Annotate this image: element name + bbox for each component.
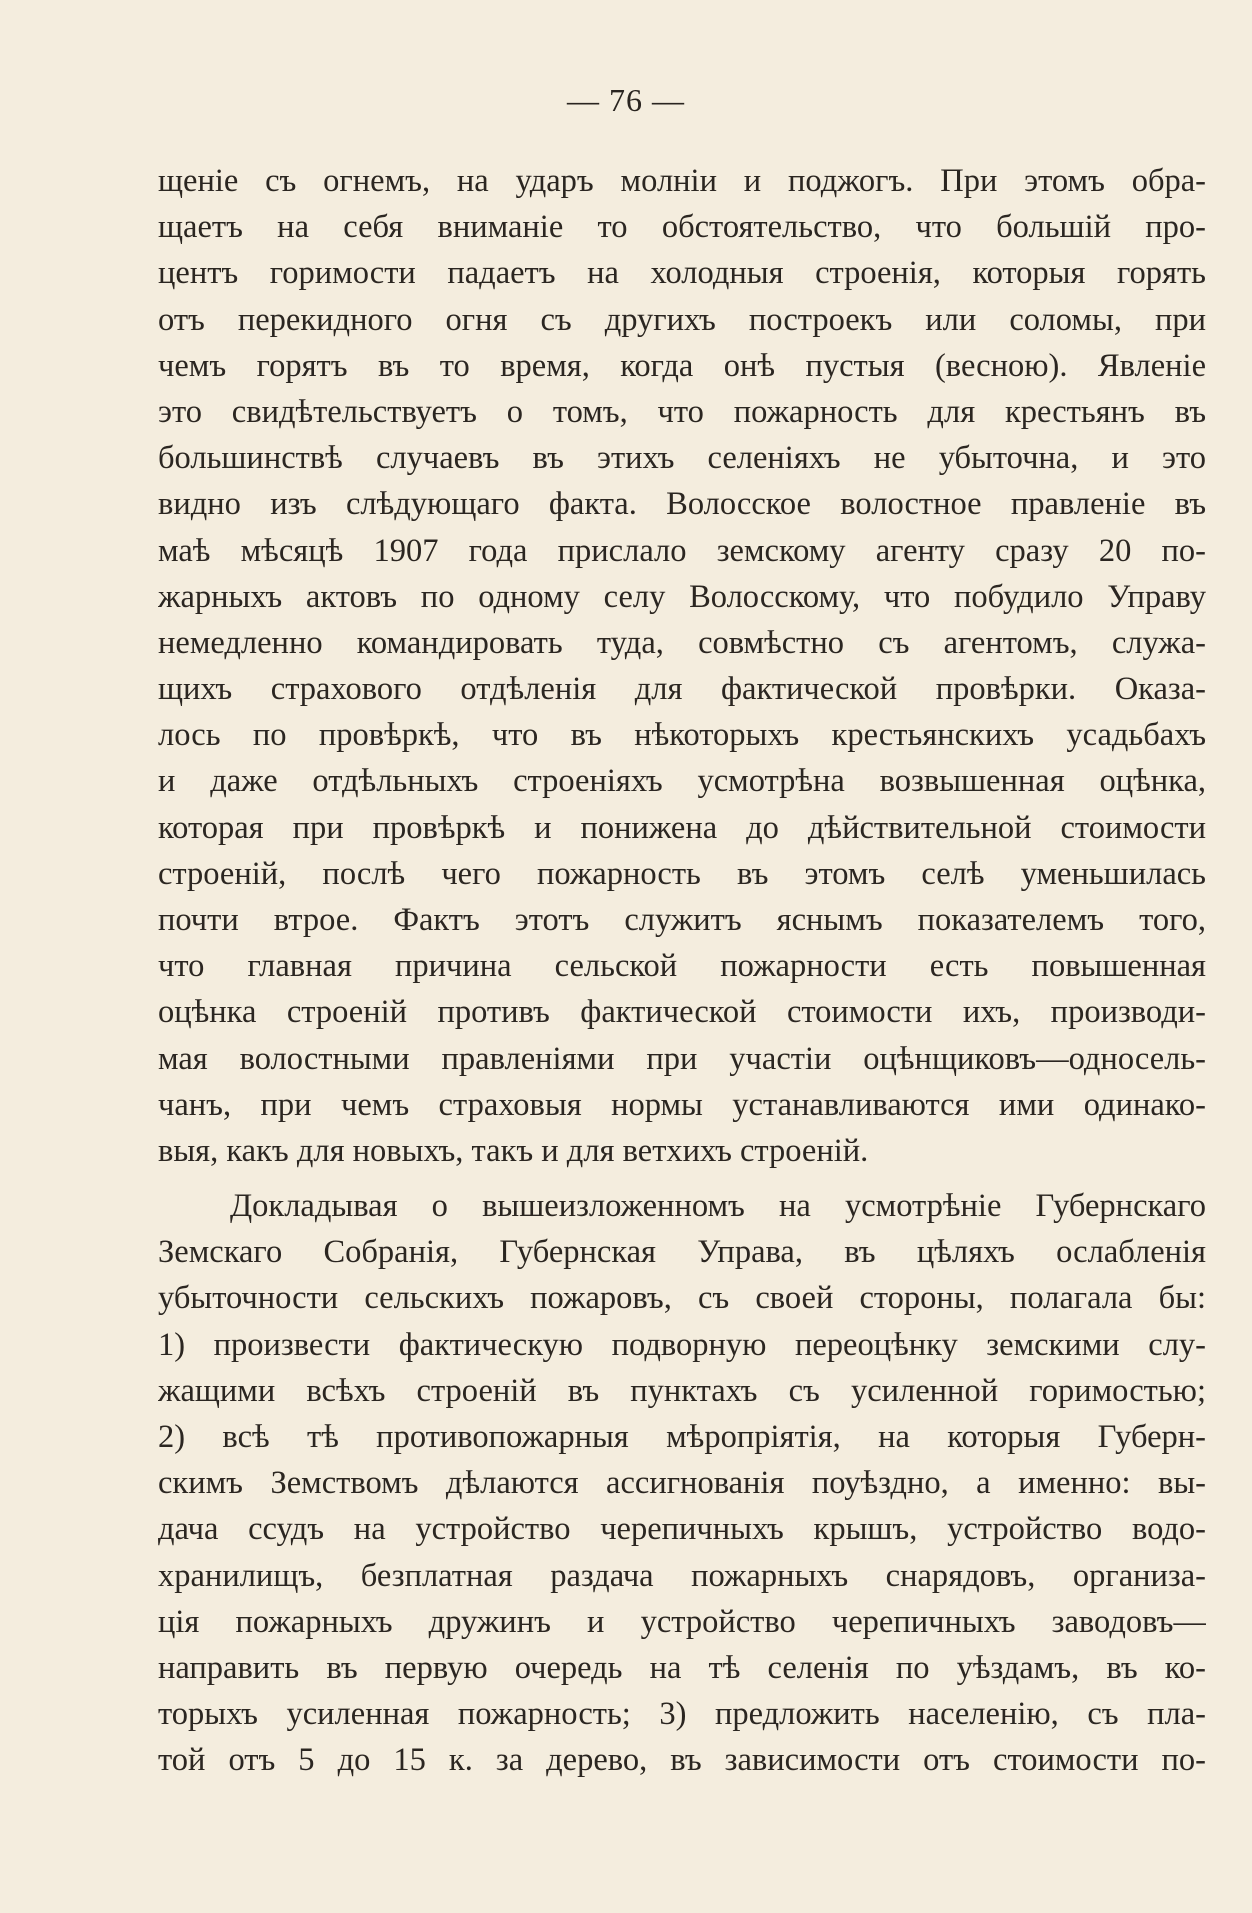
text-line: 2) всѣ тѣ противопожарныя мѣропріятія, на которыя Губерн- (158, 1418, 1206, 1455)
paragraph-1 (158, 158, 1206, 1174)
text-line: торыхъ усиленная пожарность; 3) предложить населенію, съ пла- (158, 1696, 1206, 1733)
text-line: жарныхъ актовъ по одному селу Волосскому, что побудило Управу (158, 578, 1206, 615)
text-line: жащими всѣхъ строеній въ пунктахъ съ усиленной горимостью; (158, 1372, 1206, 1409)
text-line: дача ссудъ на устройство черепичныхъ крышъ, устройство водо- (158, 1511, 1206, 1548)
text-line: большинствѣ случаевъ въ этихъ селеніяхъ не убыточна, и это (158, 440, 1206, 477)
text-line: немедленно командировать туда, совмѣстно съ агентомъ, служа- (158, 624, 1206, 661)
text-line: Земскаго Собранія, Губернская Управа, въ цѣляхъ ослабленія (158, 1234, 1206, 1271)
text-line: чанъ, при чемъ страховыя нормы устанавливаются ими одинако- (158, 1086, 1206, 1123)
text-line: и даже отдѣльныхъ строеніяхъ усмотрѣна возвышенная оцѣнка, (158, 763, 1206, 800)
text-line: почти втрое. Фактъ этотъ служитъ яснымъ показателемъ того, (158, 902, 1206, 938)
text-line: отъ перекидного огня съ другихъ построекъ или соломы, при (158, 301, 1206, 338)
text-line: это свидѣтельствуетъ о томъ, что пожарность для крестьянъ въ (158, 393, 1206, 430)
text-line: Докладывая о вышеизложенномъ на усмотрѣніе Губернскаго (230, 1188, 1206, 1224)
text-line: маѣ мѣсяцѣ 1907 года прислало земскому агенту сразу 20 по- (158, 532, 1206, 569)
text-line: видно изъ слѣдующаго факта. Волосское волостное правленіе въ (158, 486, 1206, 523)
text-line: выя, какъ для новыхъ, такъ и для ветхихъ строеній. (158, 1132, 869, 1169)
text-line: которая при провѣркѣ и понижена до дѣйствительной стоимости (158, 809, 1206, 846)
text-line: направить въ первую очередь на тѣ селенія по уѣздамъ, въ ко- (158, 1649, 1206, 1686)
text-line: скимъ Земствомъ дѣлаются ассигнованія поуѣздно, а именно: вы- (158, 1465, 1206, 1502)
text-line: строеній, послѣ чего пожарность въ этомъ селѣ уменьшилась (158, 855, 1206, 892)
paragraph-2 (158, 1183, 1206, 1783)
text-line: центъ горимости падаетъ на холодныя строенія, которыя горять (158, 255, 1206, 292)
text-line: щеніе съ огнемъ, на ударъ молніи и поджогъ. При этомъ обра- (158, 163, 1206, 199)
text-line: лось по провѣркѣ, что въ нѣкоторыхъ крестьянскихъ усадьбахъ (158, 717, 1206, 754)
page-number: — 76 — (567, 82, 685, 118)
text-line: убыточности сельскихъ пожаровъ, съ своей стороны, полагала бы: (158, 1280, 1206, 1317)
text-line: хранилищъ, безплатная раздача пожарныхъ снарядовъ, организа- (158, 1557, 1206, 1594)
text-line: щаетъ на себя вниманіе то обстоятельство, что большій про- (158, 209, 1206, 246)
text-line: ція пожарныхъ дружинъ и устройство черепичныхъ заводовъ— (158, 1603, 1206, 1640)
text-line: что главная причина сельской пожарности есть повышенная (158, 948, 1206, 985)
text-line: оцѣнка строеній противъ фактической стоимости ихъ, производи- (158, 994, 1206, 1031)
text-line: той отъ 5 до 15 к. за дерево, въ зависимости отъ стоимости по- (158, 1742, 1206, 1779)
text-line: мая волостными правленіями при участіи оцѣнщиковъ—односель- (158, 1040, 1206, 1077)
text-line: щихъ страхового отдѣленія для фактической провѣрки. Оказа- (158, 671, 1206, 708)
text-line: чемъ горятъ въ то время, когда онѣ пустыя (весною). Явленіе (158, 347, 1206, 384)
text-line: 1) произвести фактическую подворную переоцѣнку земскими слу- (158, 1326, 1206, 1363)
